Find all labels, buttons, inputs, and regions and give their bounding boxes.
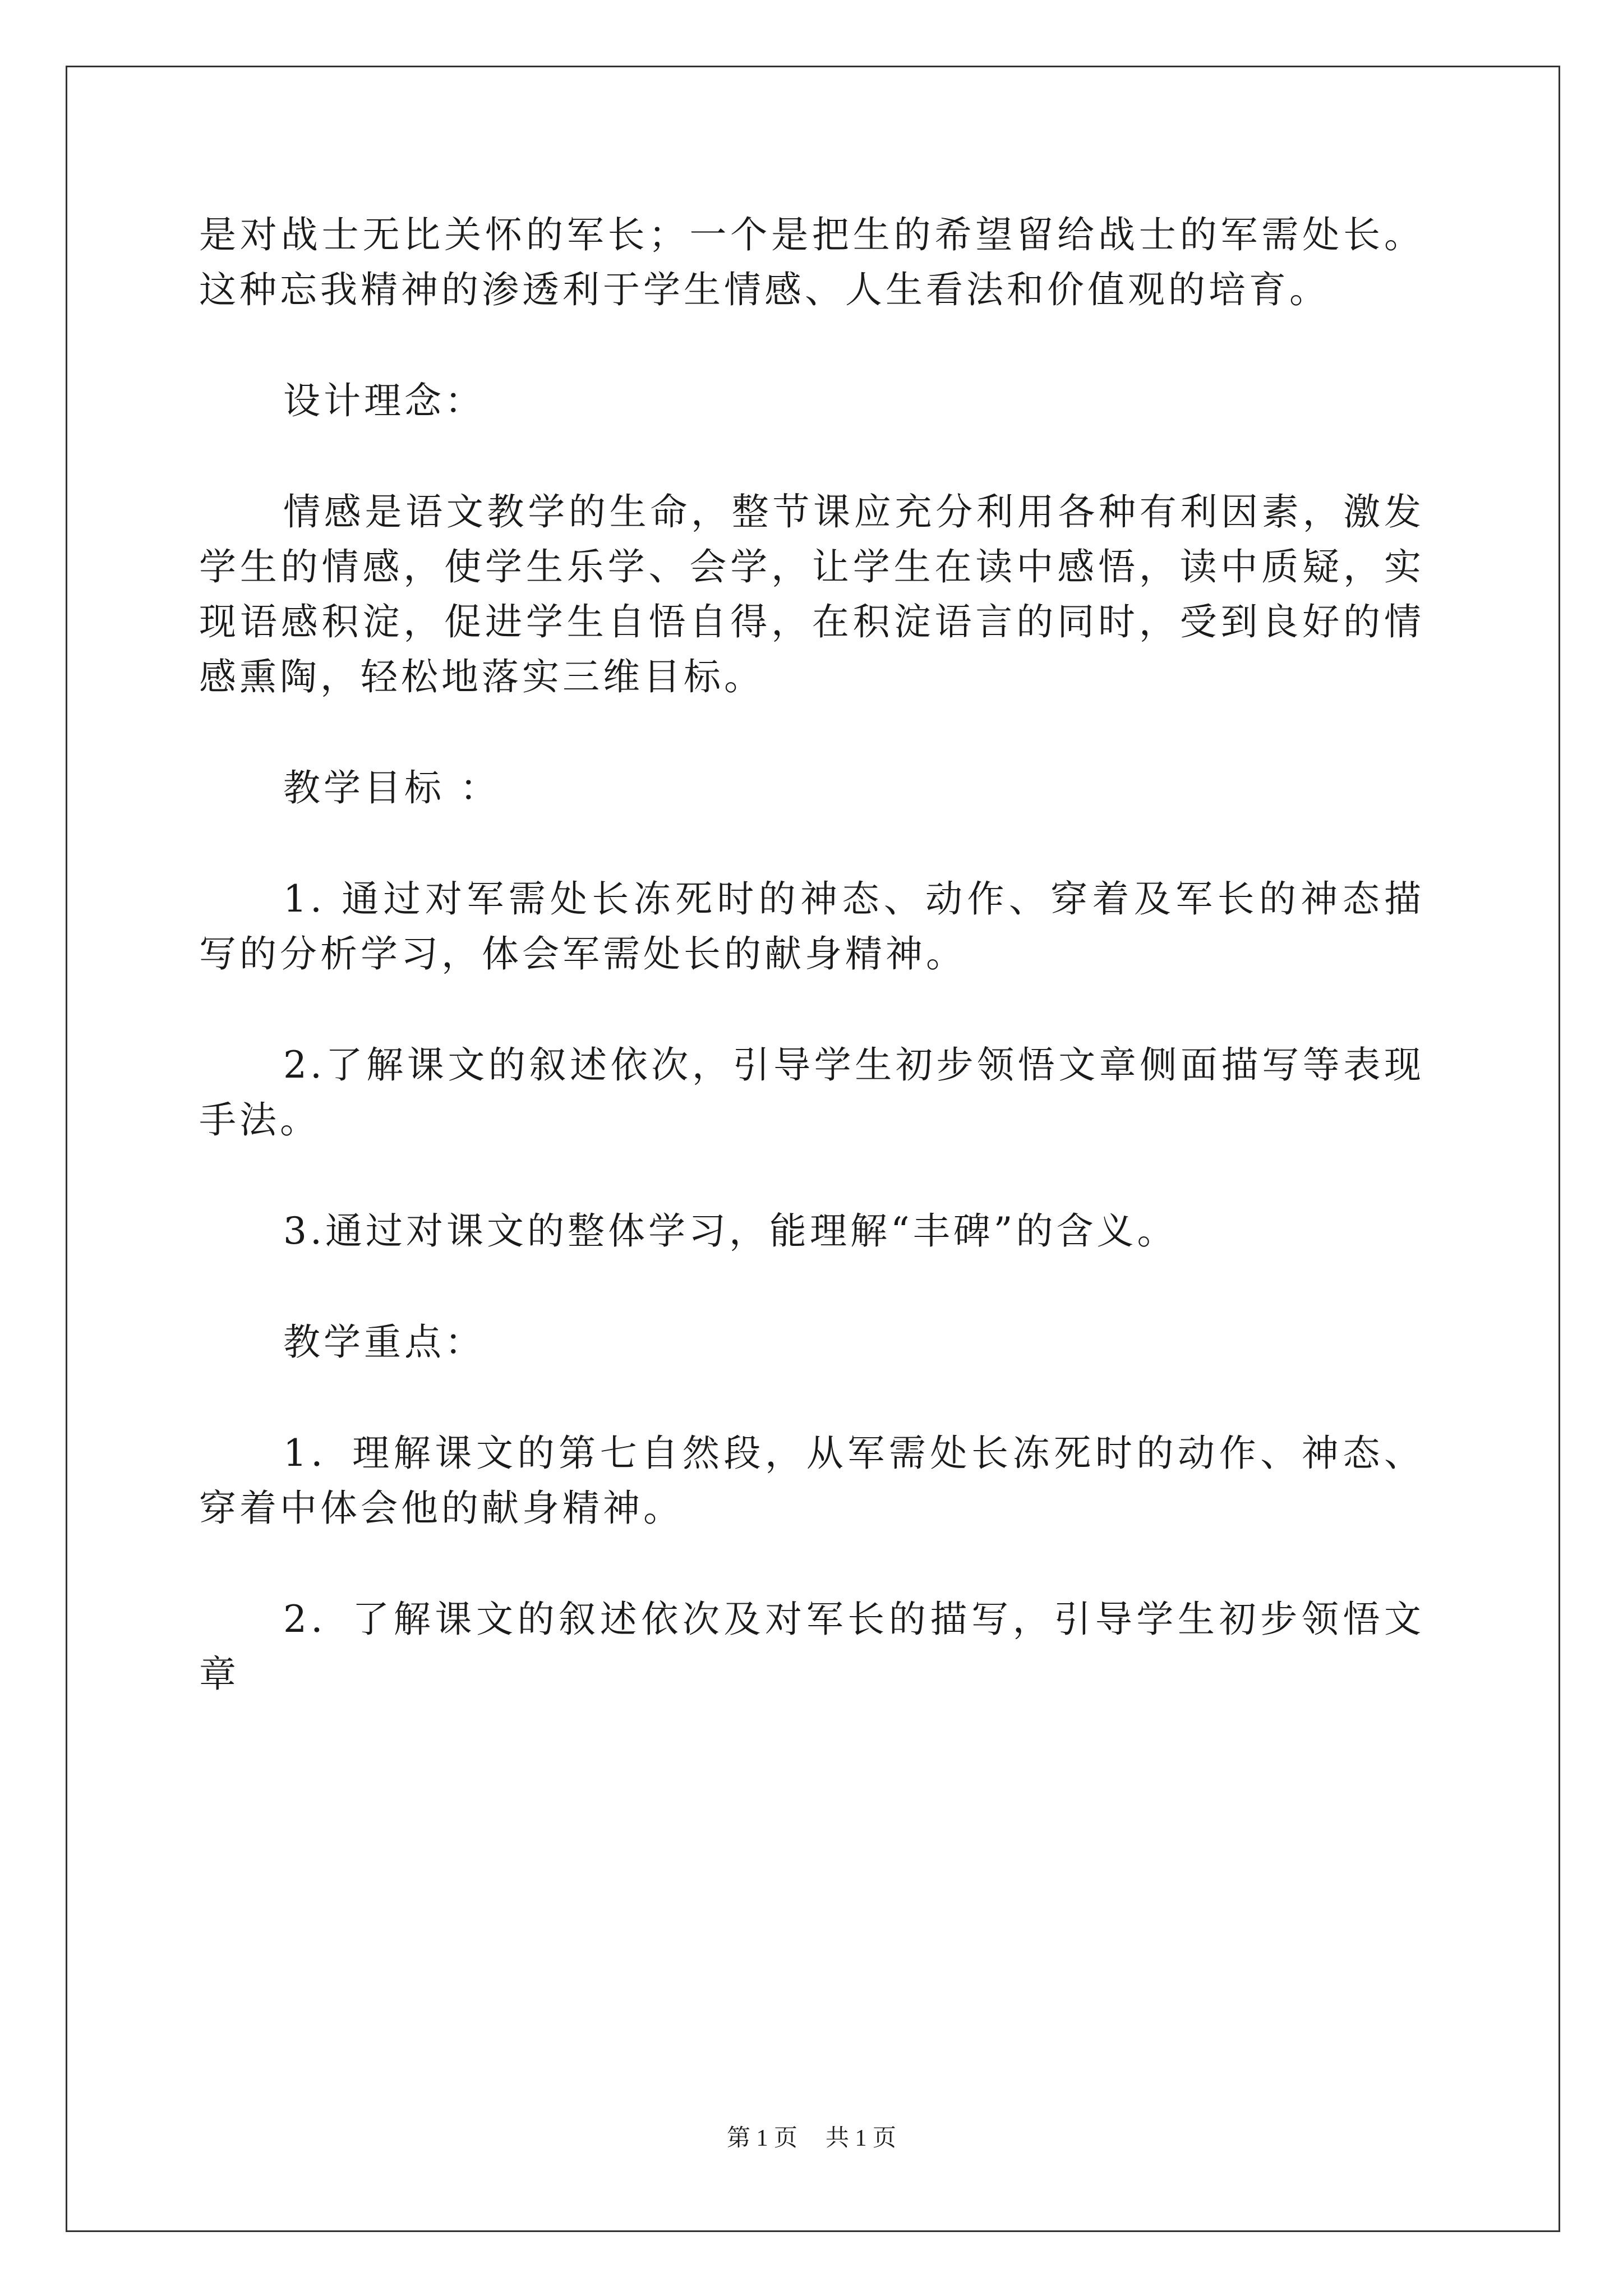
paragraph-intro: 是对战士无比关怀的军长；一个是把生的希望留给战士的军需处长。这种忘我精神的渗透利于学生情感、人生看法和价值观的培育。: [199, 213, 1424, 311]
document-body: [199, 208, 1424, 1758]
heading-design-concept: 设计理念：: [283, 379, 485, 422]
focus-item-1: 1．理解课文的第七自然段，从军需处长冻死时的动作、神态、穿着中体会他的献身精神。: [199, 1432, 1424, 1530]
page-total: 共 1 页: [826, 2125, 897, 2151]
goal-item-2: 2.了解课文的叙述依次，引导学生初步领悟文章侧面描写等表现手法。: [199, 1043, 1424, 1142]
paragraph-design-concept: 情感是语文教学的生命，整节课应充分利用各种有利因素，激发学生的情感，使学生乐学、会学，让学生在读中感悟，读中质疑，实现语感积淀，促进学生自悟自得，在积淀语言的同时，受到良好的情感熏陶，轻松地落实三维目标。: [199, 490, 1424, 698]
page-number: 第 1 页: [726, 2125, 797, 2151]
page-footer: [0, 2119, 1623, 2153]
focus-item-2: 2．了解课文的叙述依次及对军长的描写，引导学生初步领悟文章: [199, 1598, 1424, 1696]
heading-teaching-goals: 教学目标 ：: [283, 766, 500, 809]
goal-item-3: 3.通过对课文的整体学习，能理解“丰碑”的含义。: [283, 1209, 1178, 1253]
heading-teaching-focus: 教学重点：: [283, 1320, 485, 1364]
goal-item-1: 1. 通过对军需处长冻死时的神态、动作、穿着及军长的神态描写的分析学习，体会军需处长的献身精神。: [199, 877, 1424, 976]
